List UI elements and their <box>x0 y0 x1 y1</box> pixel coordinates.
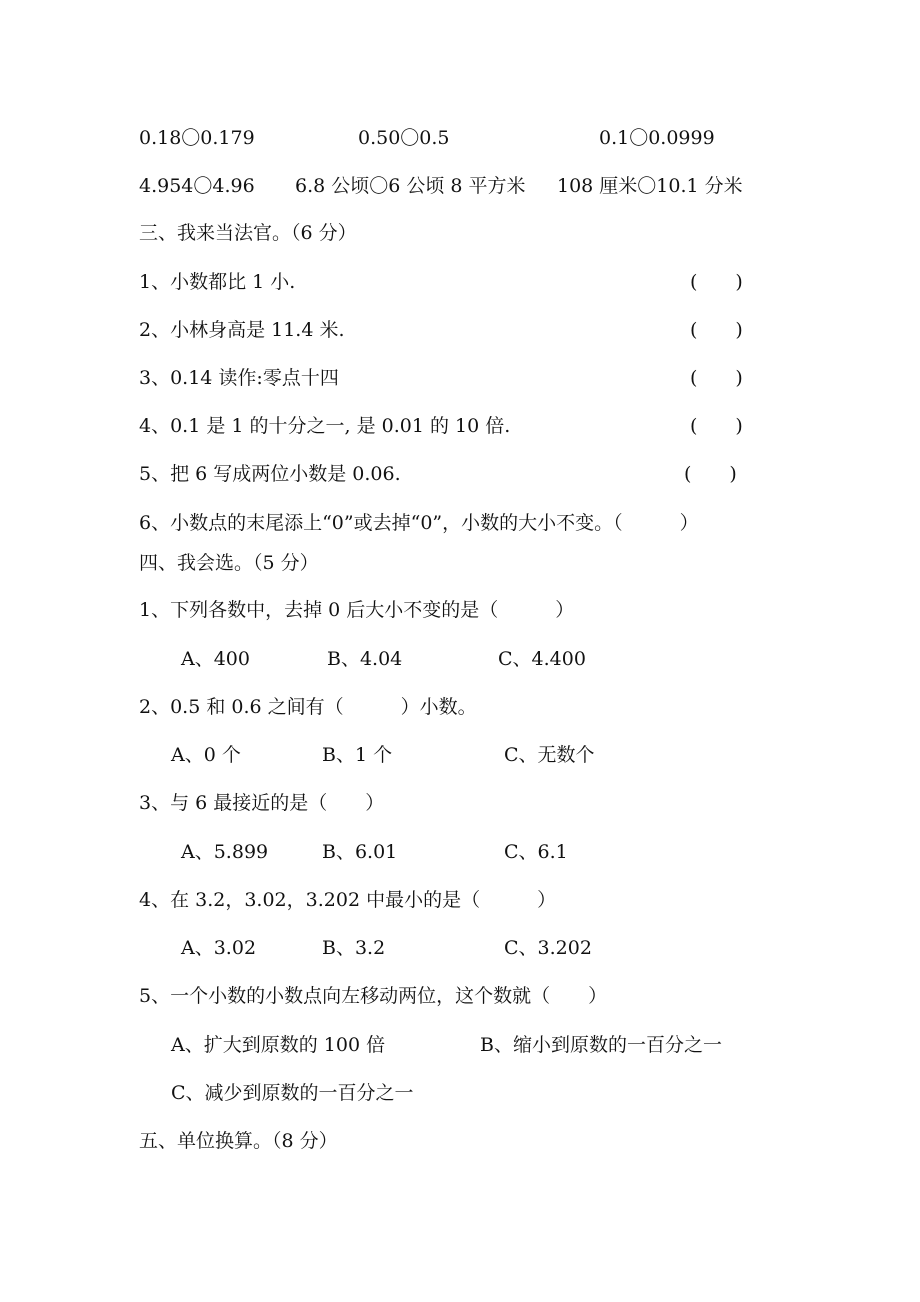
choice-option: C、6.1 <box>504 841 568 863</box>
judge-question: 5、把 6 写成两位小数是 0.06. <box>139 463 401 485</box>
choice-question: 1、下列各数中，去掉 0 后大小不变的是（ ） <box>139 599 575 621</box>
judge-question: 3、0.14 读作:零点十四 <box>139 367 339 389</box>
answer-blank: ( ) <box>690 367 743 389</box>
choice-question: 3、与 6 最接近的是（ ） <box>139 792 385 814</box>
judge-question: 2、小林身高是 11.4 米. <box>139 319 345 341</box>
choice-option: A、3.02 <box>181 937 257 959</box>
choice-option: B、3.2 <box>322 937 386 959</box>
choice-question: 2、0.5 和 0.6 之间有（ ）小数。 <box>139 696 477 718</box>
judge-question: 4、0.1 是 1 的十分之一, 是 0.01 的 10 倍. <box>139 415 511 437</box>
choice-option: A、0 个 <box>171 744 241 766</box>
choice-option: A、400 <box>181 648 250 670</box>
answer-blank: ( ) <box>684 463 737 485</box>
compare-item: 4.954〇4.96 <box>139 175 255 197</box>
section-title: 三、我来当法官。（6 分） <box>139 222 357 244</box>
section-title: 五、单位换算。（8 分） <box>139 1130 338 1152</box>
choice-option: A、扩大到原数的 100 倍 <box>171 1034 386 1056</box>
compare-item: 6.8 公顷〇6 公顷 8 平方米 <box>295 175 526 197</box>
section-title: 四、我会选。（5 分） <box>139 552 319 574</box>
choice-question: 5、一个小数的小数点向左移动两位，这个数就（ ） <box>139 985 608 1007</box>
choice-option: C、无数个 <box>504 744 595 766</box>
choice-question: 4、在 3.2，3.02，3.202 中最小的是（ ） <box>139 889 557 911</box>
choice-option: C、4.400 <box>498 648 586 670</box>
choice-option: B、4.04 <box>327 648 403 670</box>
choice-option: B、1 个 <box>322 744 393 766</box>
answer-blank: ( ) <box>690 319 743 341</box>
compare-item: 0.18〇0.179 <box>139 127 255 149</box>
choice-option: B、6.01 <box>322 841 398 863</box>
answer-blank: ( ) <box>690 271 743 293</box>
compare-item: 108 厘米〇10.1 分米 <box>557 175 743 197</box>
compare-item: 0.50〇0.5 <box>358 127 450 149</box>
choice-option: C、减少到原数的一百分之一 <box>171 1082 414 1104</box>
answer-blank: ( ) <box>690 415 743 437</box>
choice-option: B、缩小到原数的一百分之一 <box>480 1034 722 1056</box>
choice-option: A、5.899 <box>181 841 269 863</box>
judge-question: 1、小数都比 1 小. <box>139 271 296 293</box>
judge-question: 6、小数点的末尾添上“0”或去掉“0”，小数的大小不变。（ ） <box>139 512 699 534</box>
compare-item: 0.1〇0.0999 <box>599 127 715 149</box>
choice-option: C、3.202 <box>504 937 592 959</box>
